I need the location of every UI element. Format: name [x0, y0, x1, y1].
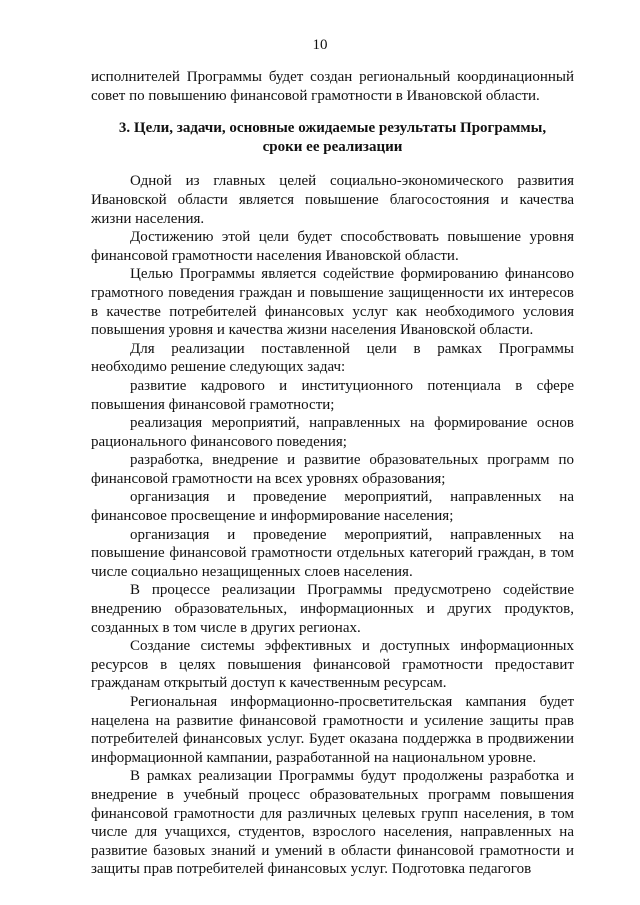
paragraph: Достижению этой цели будет способствовать повышение уровня финансовой грамотности населения Ивановской области.: [91, 229, 574, 264]
paragraph: Создание системы эффективных и доступных информационных ресурсов в целях повышения финансовой грамотности предоставит гражданам открытый доступ к качественным ресурсам.: [91, 638, 574, 692]
paragraph: Для реализации поставленной цели в рамках Программы необходимо решение следующих задач:: [91, 340, 574, 376]
task-item: развитие кадрового и институционного потенциала в сфере повышения финансовой грамотности;: [91, 377, 574, 413]
paragraph: Одной из главных целей социально-экономического развития Ивановской области является повышение благосостояния и качества жизни населения.: [91, 173, 574, 227]
task-item: разработка, внедрение и развитие образовательных программ по финансовой грамотности на всех уровнях образования;: [91, 452, 574, 487]
task-item: организация и проведение мероприятий, направленных на повышение финансовой грамотности отдельных категорий граждан, в том числе социально незащищенных слоев населения.: [91, 526, 574, 580]
section-heading: [91, 119, 574, 156]
paragraph: Региональная информационно-просветительская кампания будет нацелена на развитие финансовой грамотности и усиление защиты прав потребителей финансовых услуг. Будет оказана поддержка в продвижении информационной кампании, разработанной на национальном уровне.: [91, 694, 574, 766]
paragraph: В процессе реализации Программы предусмотрено содействие внедрению образовательных, информационных и других продуктов, созданных в том числе в других регионах.: [91, 582, 574, 636]
task-item: реализация мероприятий, направленных на формирование основ рационального финансового поведения;: [91, 415, 574, 450]
body-text: [91, 68, 574, 879]
section-heading-line-1: 3. Цели, задачи, основные ожидаемые результаты Программы,: [118, 120, 547, 137]
page-number: 10: [312, 37, 328, 53]
paragraph: Целью Программы является содействие формированию финансово грамотного поведения граждан и повышение защищенности их интересов в качестве потребителей финансовых услуг как необходимого условия повышения уровня и качества жизни населения Ивановской области.: [91, 266, 574, 339]
section-heading-line-2: сроки ее реализации: [262, 138, 403, 155]
intro-paragraph: исполнителей Программы будет создан региональный координационный совет по повышению финансовой грамотности в Ивановской области.: [91, 69, 574, 104]
paragraph: В рамках реализации Программы будут продолжены разработка и внедрение в учебный процесс образовательных программ повышения финансовой грамотности для различных целевых групп населения, в том числе для учащихся, студентов, взрослого населения, направленных на развитие базовых знаний и умений в области финансовой грамотности и защиты прав потребителей финансовых услуг. Подготовка педагогов: [91, 768, 574, 878]
task-item: организация и проведение мероприятий, направленных на финансовое просвещение и информирование населения;: [91, 489, 574, 525]
